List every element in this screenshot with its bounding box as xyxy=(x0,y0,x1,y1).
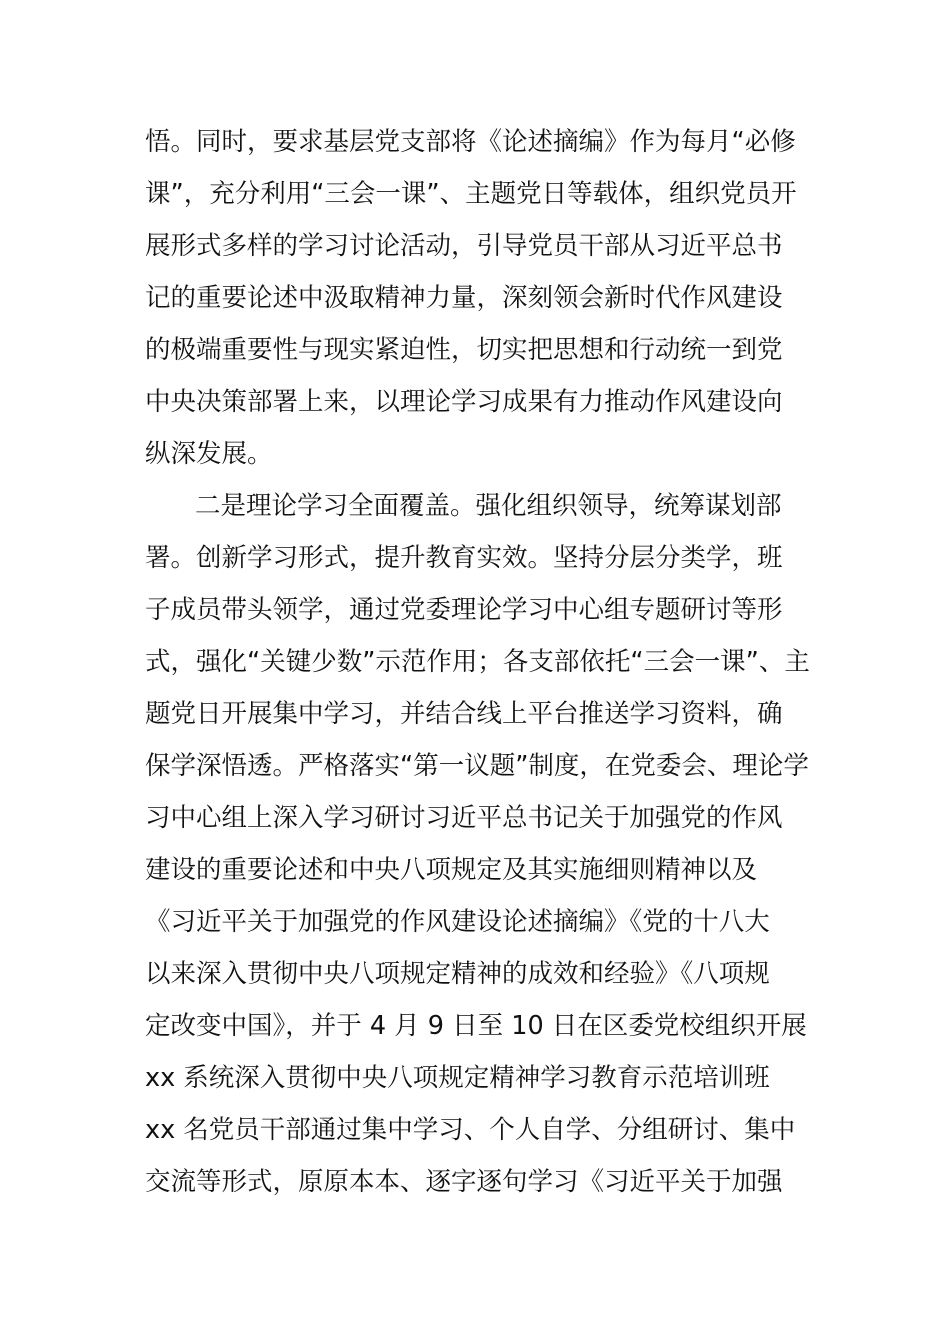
text-line: 以来深入贯彻中央八项规定精神的成效和经验》《八项规 xyxy=(145,959,770,989)
paragraph-start-line: 二是理论学习全面覆盖。强化组织领导，统筹谋划部 xyxy=(195,491,782,521)
text-line: 子成员带头领学，通过党委理论学习中心组专题研讨等形 xyxy=(145,595,783,625)
text-line: 课”，充分利用“三会一课”、主题党日等载体，组织党员开 xyxy=(145,179,797,209)
text-line: 中央决策部署上来，以理论学习成果有力推动作风建设向 xyxy=(145,387,783,417)
text-line: 交流等形式，原原本本、逐字逐句学习《习近平关于加强 xyxy=(145,1167,783,1197)
text-line: xx 名党员干部通过集中学习、个人自学、分组研讨、集中 xyxy=(145,1115,796,1145)
text-line: 习中心组上深入学习研讨习近平总书记关于加强党的作风 xyxy=(145,803,783,833)
text-line: 式，强化“关键少数”示范作用；各支部依托“三会一课”、主 xyxy=(145,647,810,677)
text-line: xx 系统深入贯彻中央八项规定精神学习教育示范培训班 xyxy=(145,1063,770,1093)
text-line: 的极端重要性与现实紧迫性，切实把思想和行动统一到党 xyxy=(145,335,783,365)
text-line: 记的重要论述中汲取精神力量，深刻领会新时代作风建设 xyxy=(145,283,783,313)
text-line: 署。创新学习形式，提升教育实效。坚持分层分类学，班 xyxy=(145,543,783,573)
text-line: 纵深发展。 xyxy=(145,439,273,469)
text-line: 定改变中国》，并于 4 月 9 日至 10 日在区委党校组织开展 xyxy=(145,1011,807,1041)
text-line: 题党日开展集中学习，并结合线上平台推送学习资料，确 xyxy=(145,699,783,729)
text-line: 保学深悟透。严格落实“第一议题”制度，在党委会、理论学 xyxy=(145,751,809,781)
text-line: 建设的重要论述和中央八项规定及其实施细则精神以及 xyxy=(145,855,758,885)
text-line: 悟。同时，要求基层党支部将《论述摘编》作为每月“必修 xyxy=(145,127,796,157)
text-line: 展形式多样的学习讨论活动，引导党员干部从习近平总书 xyxy=(145,231,783,261)
text-line: 《习近平关于加强党的作风建设论述摘编》《党的十八大 xyxy=(145,907,770,937)
